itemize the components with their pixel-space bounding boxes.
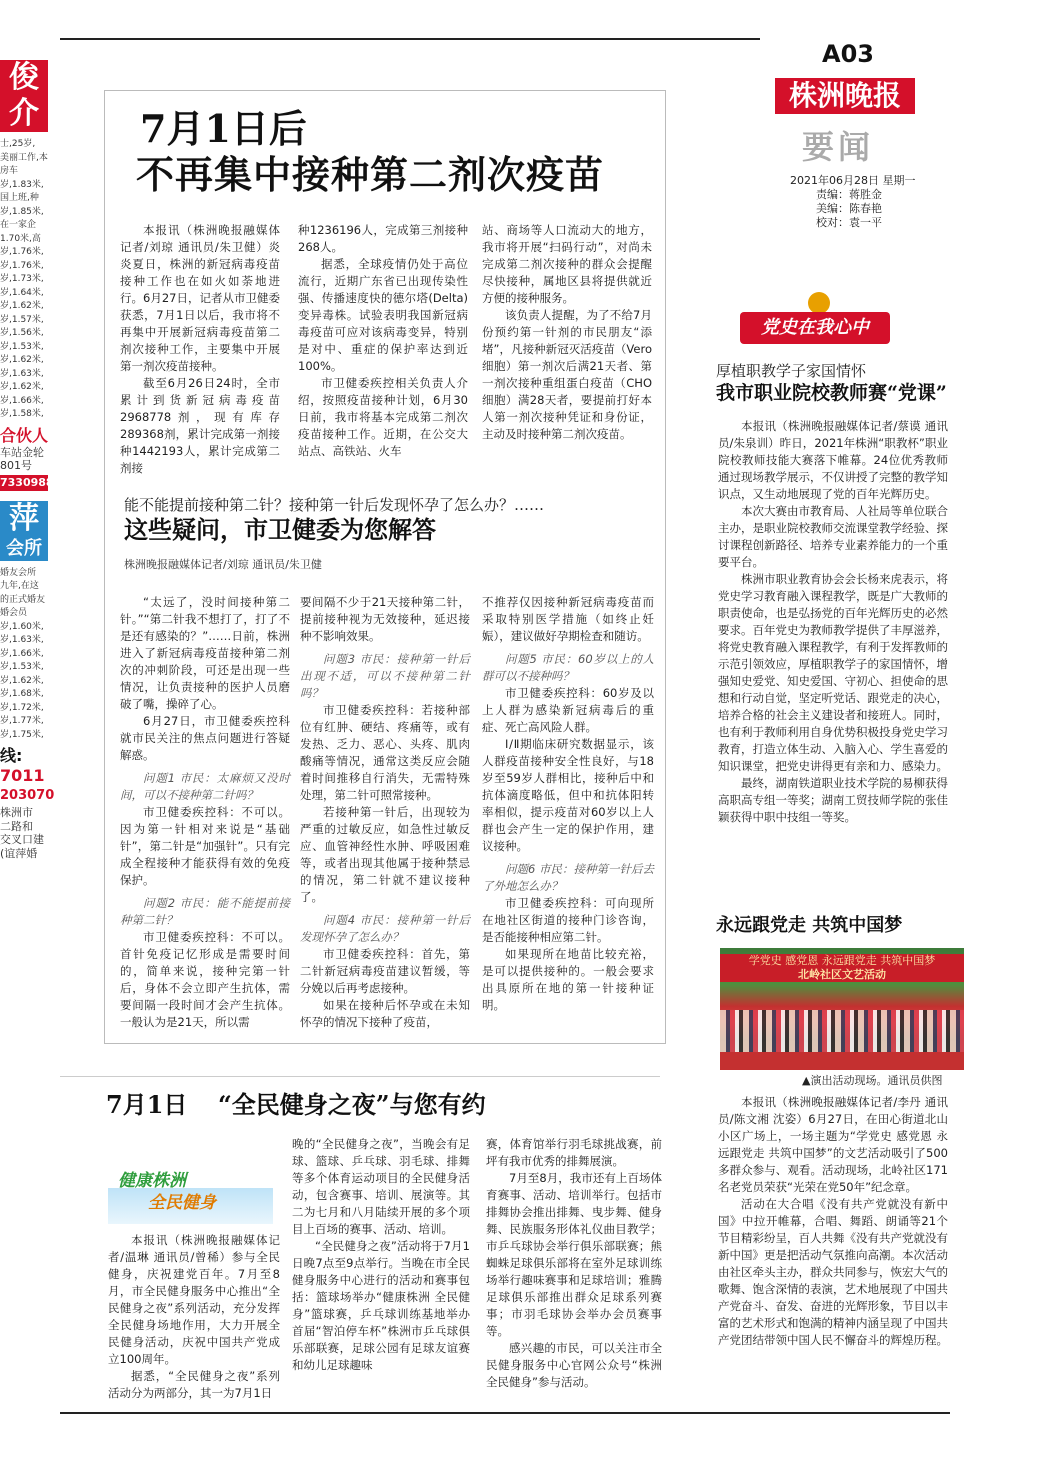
paragraph: 如果在接种后怀孕或在未知怀孕的情况下接种了疫苗， (300, 998, 470, 1029)
fitness-headline: “全民健身之夜”与您有约 (218, 1090, 486, 1119)
strip-line: 岁,1.53米, (0, 662, 44, 672)
strip-line: 岁,1.83米, (0, 179, 44, 190)
qa-col-1 (120, 594, 290, 1032)
sub-byline: 株洲晚报融媒体记者/刘琼 通讯员/朱卫健 (124, 558, 322, 571)
paragraph: 本次大赛由市教育局、人社局等单位联合主办，是职业院校教师交流课堂教学经验、探讨课程创新路径、培养专业素养能力的一个重要平台。 (718, 504, 948, 569)
right-body-2 (718, 1094, 948, 1404)
strip-line: 岁,1.68米, (0, 689, 44, 699)
page-number: A03 (822, 40, 874, 68)
event-photo (720, 948, 964, 1070)
question-4: 问题4 市民：接种第一针后发现怀孕了怎么办？ (300, 913, 470, 944)
logo-line-1: 健康株洲 (118, 1171, 186, 1191)
strip-line: 岁,1.85米, (0, 206, 44, 217)
paragraph: 市卫健委疾控科：可向现所在地社区街道的接种门诊咨询，是否能接种相应第二针。 (482, 896, 654, 944)
paragraph: 7月至8月，我市还有上百场体育赛事、活动、培训举行。包括市排舞协会推出排舞、曳步舞、健身舞、民族服务形体礼仪曲目教学；市乒乓球协会举行俱乐部联赛；熊蜘蛛足球俱乐部将在室外足球训练场举行趣味赛事和足球培训；雅腾足球俱乐部推出群众足球系列赛事；市羽毛球协会举办会员赛事等。 (486, 1171, 662, 1338)
strip-line: 岁,1.57米, (0, 314, 44, 325)
strip-line: 岁,1.63米, (0, 368, 44, 379)
strip-line: 岁,1.75米, (0, 729, 44, 740)
paragraph: 最终，湖南铁道职业技术学院的易柳获得高职高专组一等奖；湖南工贸技师学院的张佳颖获得中职中技组一等奖。 (718, 776, 948, 824)
section-rule (60, 1076, 660, 1077)
strip-line: 美丽工作,本 (0, 152, 48, 163)
fitness-col-3 (486, 1136, 662, 1408)
strip-line: 岁,1.76米, (0, 260, 44, 271)
strip-addr-1: 株洲市 (0, 806, 33, 819)
main-col-2 (298, 222, 468, 456)
paragraph: 据悉，“全民健身之夜”系列活动分为两部分，其一为7月1日 (108, 1369, 280, 1400)
paragraph: 本报讯（株洲晚报融媒体记者/刘琼 通讯员/朱卫健）炎炎夏日，株洲的新冠病毒疫苗接种工作也在如火如荼地进行。6月27日，记者从市卫健委获悉，7月1日以后，我市将不再集中开展新冠病毒疫苗第二剂次接种工作，主要集中开展第一剂次疫苗接种。 (120, 223, 280, 373)
section-title: 要闻 (802, 128, 875, 166)
paragraph: 市卫健委疾控科：若接种部位有红肿、硬结、疼痛等，或有发热、乏力、恶心、头疼、肌肉酸痛等情况，通常这类反应会随着时间推移自行消失，无需特殊处理，第二针可照常接种。 (300, 703, 470, 802)
strip-line: 岁,1.77米, (0, 716, 44, 726)
paragraph: 如果现所在地苗比较充裕，是可以提供接种的。一般会要求出具原所在地的第一针接种证明。 (482, 947, 654, 1012)
right-body (718, 418, 948, 896)
issue-date: 2021年06月28日 星期一 (790, 174, 916, 187)
strip-line: 岁,1.73米, (0, 274, 44, 284)
main-col-3 (482, 222, 652, 456)
strip-line: 岁,1.66米, (0, 395, 44, 406)
neighbor-page-strip (0, 40, 62, 1459)
paragraph: 种1236196人，完成第三剂接种268人。 (298, 223, 468, 254)
strip-line: 岁,1.53米, (0, 341, 44, 352)
strip-line: 岁,1.76米, (0, 247, 44, 257)
sub-kicker: 能不能提前接种第二针？接种第一针后发现怀孕了怎么办？…… (124, 496, 545, 514)
editor-credit: 责编：蒋胜金 (816, 188, 882, 201)
paragraph: 感兴趣的市民，可以关注市全民健身服务中心官网公众号“株洲全民健身”参与活动。 (486, 1341, 662, 1389)
paragraph: 市卫健委疾控科：不可以。首针免疫记忆形成是需要时间的，简单来说，接种完第一针后，身体不会立即产生抗体，需要间隔一段时间才会产生抗体。一般认为是21天，所以需 (120, 930, 290, 1029)
question-6: 问题6 市民：接种第一针后去了外地怎么办？ (482, 862, 654, 893)
column-badge: 党史在我心中 (740, 312, 890, 344)
strip-addr-4: (谊萍婚 (0, 846, 38, 860)
right-headline: 我市职业院校教师赛“党课” (716, 382, 947, 404)
paragraph: 市卫健委疾控科：不可以。因为第一针相对来说是“基础针”，第二针是“加强针”。只有完成全程接种才能获得有效的免疫保护。 (120, 805, 290, 887)
paragraph: 株洲市职业教育协会会长杨来虎表示，将党史学习教育融入课程教学，既是广大教师的职责使命，也是弘扬党的百年光辉历史的必然要求。百年党史为教师教学提供了丰厚滋养，将党史教育融入课程教学，有利于发挥教师的示范引领效应，厚植职教学子的家国情怀，增强知史爱党、知史爱国、守初心、担使命的思想和行动自觉，坚定听党话、跟党走的决心，培养合格的社会主义建设者和接班人。同时，也有利于教师利用自身优势积极投身党史学习教育，打造立体生动、入脑入心、学生喜爱的知识课堂，把党史讲得更有亲和力、感染力。 (718, 572, 948, 773)
strip-head-3: 萍 (0, 501, 48, 537)
strip-line: 岁,1.72米, (0, 702, 44, 713)
paragraph: 要间隔不少于21天接种第二针，提前接种视为无效接种，延迟接种不影响效果。 (300, 595, 470, 643)
logo-line-2: 全民健身 (148, 1193, 216, 1213)
paragraph: 本报讯（株洲晚报融媒体记者/温琳 通讯员/曾稀）参与全民健身，庆祝建党百年。7月至8月，市全民健身服务中心推出“全民健身之夜”系列活动，充分发挥全民健身场地作用，大力开展全民健身活动，庆祝中国共产党成立100周年。 (108, 1233, 280, 1366)
paragraph: 市卫健委疾控科：首先，第二针新冠病毒疫苗建议暂缓，等分娩以后再考虑接种。 (300, 947, 470, 995)
fitness-col-2 (292, 1136, 470, 1408)
top-rule (60, 38, 760, 40)
strip-line: 在一家企 (0, 220, 37, 230)
question-1: 问题1 市民：太麻烦又没时间，可以不接种第二针吗？ (120, 771, 290, 802)
fitness-logo (108, 1158, 273, 1224)
strip-line: 岁,1.62米, (0, 301, 44, 311)
party-emblem-icon (808, 292, 830, 314)
strip-line: 1.70米,高 (0, 233, 41, 244)
paragraph: 市卫健委疾控相关负责人介绍，按照疫苗接种计划，6月30日前，我市将基本完成第二剂次疫苗接种工作。近期，在公交大站点、高铁站、火车 (298, 376, 468, 458)
strip-line: 房车 (0, 166, 19, 176)
strip-addr-3: 交叉口建 (0, 833, 44, 846)
strip-head-2: 介 (0, 96, 48, 132)
proof-credit: 校对：袁一平 (816, 216, 882, 229)
paragraph: 截至6月26日24时，全市累计到货新冠病毒疫苗2968778剂，现有库存289368剂，累计完成第一剂接种1442193人，累计完成第二剂接 (120, 376, 280, 475)
art-editor-credit: 美编：陈春艳 (816, 202, 882, 215)
paragraph: 本报讯（株洲晚报融媒体记者/蔡谟 通讯员/朱泉训）昨日，2021年株洲“职教杯”职业院校教师技能大赛落下帷幕。24位优秀教师通过现场教学展示，不仅讲授了完整的教学知识点，又生动地展现了党的百年光辉历史。 (718, 419, 948, 501)
strip-line: 岁,1.63米, (0, 635, 44, 645)
question-3: 问题3 市民：接种第一针后出现不适，可以不接种第二针吗？ (300, 652, 470, 700)
paper-logo: 株洲晚报 (775, 78, 915, 114)
strip-line: 国上班,种 (0, 193, 39, 203)
masthead-meta (790, 174, 916, 230)
strip-head-4: 会所 (0, 537, 48, 561)
right-kicker: 厚植职教学子家国情怀 (716, 362, 867, 380)
strip-line: 岁,1.62米, (0, 382, 44, 392)
strip-line: 岁,1.60米, (0, 621, 44, 632)
photo-stage (720, 1052, 964, 1070)
qa-col-2 (300, 594, 470, 1032)
main-col-1 (120, 222, 280, 475)
strip-phone-1: 73309882 (0, 475, 62, 489)
paragraph: “全民健身之夜”活动将于7月1日晚7点至9点举行。当晚在市全民健身服务中心进行的活动和赛事包括：篮球场举办“健康株洲 全民健身”篮球赛，乒乓球训练基地举办首届“智泊停车杯”株洲市乒乓球俱乐部联赛，足球公园有足球友谊赛和幼儿足球趣味 (292, 1239, 470, 1372)
question-2: 问题2 市民：能不能提前接种第二针？ (120, 896, 290, 927)
paragraph: 赛，体育馆举行羽毛球挑战赛，前坪有我市优秀的排舞展演。 (486, 1137, 662, 1168)
paragraph: 站、商场等人口流动大的地方，我市将开展“扫码行动”，对尚未完成第二剂次接种的群众会提醒尽快接种，属地区县将提供就近方便的接种服务。 (482, 223, 652, 305)
strip-lines-b (0, 567, 48, 743)
strip-line: 九年,在这 (0, 581, 39, 591)
strip-line: 岁,1.62米, (0, 675, 44, 686)
strip-phone-2: 7011 (0, 766, 45, 785)
strip-line: 岁,1.56米, (0, 328, 44, 338)
paragraph: 该负责人提醒，为了不给7月份预约第一针剂的市民朋友“添堵”，凡接种新冠灭活疫苗（Vero细胞）第一剂次后满21天者、第一剂次接种重组蛋白疫苗（CHO细胞）满28天者，要提前打好本人第一剂次接种凭证和身份证，主动及时接种第二剂次疫苗。 (482, 308, 652, 441)
strip-room: 801号 (0, 459, 32, 472)
photo-banner: 学党史 感党恩 永远跟党走 共筑中国梦 北岭社区文艺活动 (720, 954, 964, 982)
paragraph: 市卫健委疾控科：60岁及以上人群为感染新冠病毒后的重症、死亡高风险人群。 (482, 686, 654, 734)
photo-caption: ▲演出活动现场。通讯员供图 (802, 1074, 943, 1087)
paragraph: 若接种第一针后，出现较为严重的过敏反应，如急性过敏反应、血管神经性水肿、呼吸困难等，或者出现其他属于接种禁忌的情况，第二针就不建议接种了。 (300, 805, 470, 904)
paragraph: 活动在大合唱《没有共产党就没有新中国》中拉开帷幕，合唱、舞蹈、朗诵等21个节目精彩纷呈，百人共舞《没有共产党就没有新中国》更是把活动气氛推向高潮。本次活动由社区牵头主办，群众共同参与，恢宏大气的歌舞、饱含深情的表演，艺术地展现了中国共产党奋斗、奋发、奋进的光辉形象，节目以丰富的艺术形式和饱满的精神内涵呈现了中国共产党团结带领中国人民不懈奋斗的辉煌历程。 (718, 1197, 948, 1347)
strip-line: 士,25岁, (0, 139, 36, 149)
strip-line: 岁,1.64米, (0, 287, 44, 298)
strip-line: 婚会员 (0, 608, 28, 618)
fitness-col-1 (108, 1232, 280, 1408)
fitness-date-label: 7月1日 (106, 1090, 188, 1119)
strip-partner: 合伙人 (0, 425, 49, 445)
qa-col-3 (482, 594, 654, 1032)
main-headline-1: 7月1日后 (140, 106, 307, 151)
strip-hotline: 线: (0, 746, 23, 765)
paragraph: “太远了，没时间接种第二针。”“第二针我不想打了，打了不是还有感染的？”……日前，株洲进入了新冠病毒疫苗接种第二剂次的冲刺阶段，可还是出现一些情况，让负责接种的医护人员磨破了嘴，操碎了心。 (120, 595, 290, 711)
strip-station: 车站金轮 (0, 445, 44, 459)
paragraph: 不推荐仅因接种新冠病毒疫苗而采取特别医学措施（如终止妊娠），建议做好孕期检查和随访。 (482, 595, 654, 643)
paragraph: 本报讯（株洲晚报融媒体记者/李丹 通讯员/陈文湘 沈姿）6月27日，在田心街道北山小区广场上，一场主题为“学党史 感党恩 永远跟党走 共筑中国梦”的文艺活动吸引了500多群众参与、观看。活动现场，北岭社区171名老党员荣获“光荣在党50年”纪念章。 (718, 1095, 948, 1194)
strip-line: 的正式婚友 (0, 594, 46, 605)
paragraph: 晚的“全民健身之夜”，当晚会有足球、篮球、乒乓球、羽毛球、排舞等多个体育运动项目的全民健身活动，包含赛事、培训、展演等。其二为七月和八月陆续开展的多个项目上百场的赛事、活动、培训。 (292, 1137, 470, 1236)
right-headline-2: 永远跟党走 共筑中国梦 (716, 915, 903, 936)
paragraph: 据悉，全球疫情仍处于高位流行，近期广东省已出现传染性强、传播速度快的德尔塔(Delta)变异毒株。试验表明我国新冠病毒疫苗可应对该病毒变异，特别是对中、重症的保护率达到近100%。 (298, 257, 468, 373)
strip-line: 岁,1.58米, (0, 409, 44, 419)
strip-addr-2: 二路和 (0, 819, 33, 833)
question-5: 问题5 市民：60岁以上的人群可以不接种吗？ (482, 652, 654, 683)
strip-phone-3: 203070 (0, 788, 55, 803)
paragraph: 6月27日，市卫健委疾控科就市民关注的焦点问题进行答疑解惑。 (120, 714, 290, 762)
main-headline-2: 不再集中接种第二剂次疫苗 (136, 152, 605, 197)
strip-lines-a (0, 138, 48, 422)
strip-line: 婚友会所 (0, 567, 37, 578)
strip-head-1: 俊 (0, 60, 48, 96)
strip-line: 岁,1.62米, (0, 355, 44, 365)
sub-headline: 这些疑问，市卫健委为您解答 (124, 515, 436, 544)
strip-line: 岁,1.66米, (0, 648, 44, 659)
paragraph: Ⅰ/Ⅱ期临床研究数据显示，该人群疫苗接种安全性良好，与18岁至59岁人群相比，接种后中和抗体滴度略低，但中和抗体阳转率相似，提示疫苗对60岁以上人群也会产生一定的保护作用，建议接种。 (482, 737, 654, 853)
bottom-rule (60, 1412, 950, 1414)
